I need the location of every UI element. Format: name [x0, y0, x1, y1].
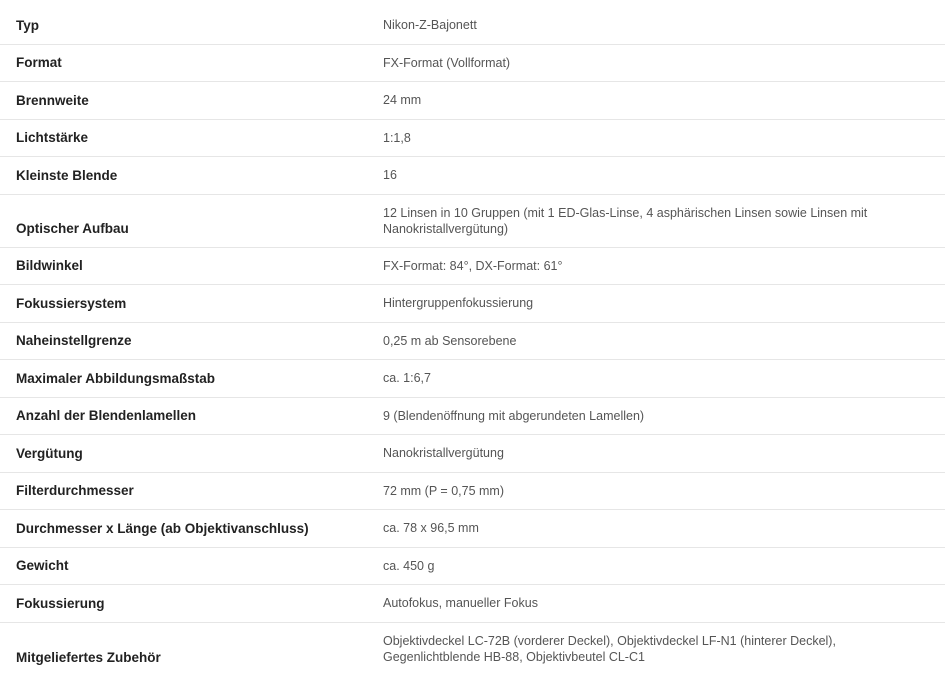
spec-value: 1:1,8 — [383, 130, 411, 145]
spec-value: Nanokristallvergütung — [383, 446, 504, 461]
spec-row-kleinste-blende — [0, 157, 945, 195]
spec-row-blendenlamellen — [0, 398, 945, 436]
spec-value: FX-Format: 84°, DX-Format: 61° — [383, 258, 563, 273]
spec-value: ca. 78 x 96,5 mm — [383, 521, 479, 536]
spec-value: ca. 1:6,7 — [383, 371, 431, 386]
spec-row-verguetung — [0, 435, 945, 473]
spec-row-lichtstaerke — [0, 120, 945, 158]
spec-label: Naheinstellgrenze — [16, 333, 132, 349]
spec-row-fokussierung — [0, 585, 945, 623]
spec-value: Hintergruppenfokussierung — [383, 296, 534, 311]
spec-value: FX-Format (Vollformat) — [383, 55, 511, 70]
spec-label: Lichtstärke — [16, 130, 89, 146]
spec-label: Maximaler Abbildungsmaßstab — [16, 370, 216, 386]
spec-row-gewicht — [0, 548, 945, 586]
spec-value: Objektivdeckel LC-72B (vorderer Deckel), Objektivdeckel LF-N1 (hinterer Deckel), Gegenlichtblende HB-88, Objektivbeutel CL-C1 — [383, 634, 836, 664]
spec-row-filterdurchmesser — [0, 473, 945, 511]
spec-row-naheinstellgrenze — [0, 323, 945, 361]
spec-label: Filterdurchmesser — [16, 483, 134, 499]
spec-label: Typ — [16, 17, 39, 33]
spec-label: Fokussiersystem — [16, 295, 127, 311]
spec-label: Gewicht — [16, 558, 69, 574]
spec-value: 72 mm (P = 0,75 mm) — [383, 483, 504, 498]
spec-label: Durchmesser x Länge (ab Objektivanschluss) — [16, 520, 309, 536]
spec-label: Fokussierung — [16, 595, 105, 611]
spec-row-typ — [0, 7, 945, 45]
spec-row-optischer-aufbau — [0, 195, 945, 248]
spec-row-durchmesser-laenge — [0, 510, 945, 548]
spec-row-zubehoer — [0, 623, 945, 676]
spec-label: Bildwinkel — [16, 258, 83, 274]
spec-label: Mitgeliefertes Zubehör — [16, 649, 161, 665]
spec-value: ca. 450 g — [383, 558, 435, 573]
spec-row-bildwinkel — [0, 248, 945, 286]
spec-label: Anzahl der Blendenlamellen — [16, 408, 197, 424]
spec-label: Optischer Aufbau — [16, 220, 129, 236]
spec-label: Kleinste Blende — [16, 167, 118, 183]
spec-label: Brennweite — [16, 92, 89, 108]
spec-row-brennweite — [0, 82, 945, 120]
spec-label: Format — [16, 55, 62, 71]
spec-value: 9 (Blendenöffnung mit abgerundeten Lamellen) — [383, 408, 645, 423]
spec-row-format — [0, 45, 945, 83]
spec-value: 12 Linsen in 10 Gruppen (mit 1 ED-Glas-Linse, 4 asphärischen Linsen sowie Linsen mit Nanokristallvergütung) — [383, 205, 868, 236]
spec-label: Vergütung — [16, 445, 83, 461]
spec-table — [0, 7, 945, 676]
spec-value: 0,25 m ab Sensorebene — [383, 333, 517, 348]
spec-row-fokussiersystem — [0, 285, 945, 323]
spec-value: 16 — [383, 168, 397, 183]
spec-value: Autofokus, manueller Fokus — [383, 596, 538, 611]
spec-value: Nikon-Z-Bajonett — [383, 18, 477, 33]
spec-row-abbildungsmassstab — [0, 360, 945, 398]
spec-value: 24 mm — [383, 93, 422, 108]
